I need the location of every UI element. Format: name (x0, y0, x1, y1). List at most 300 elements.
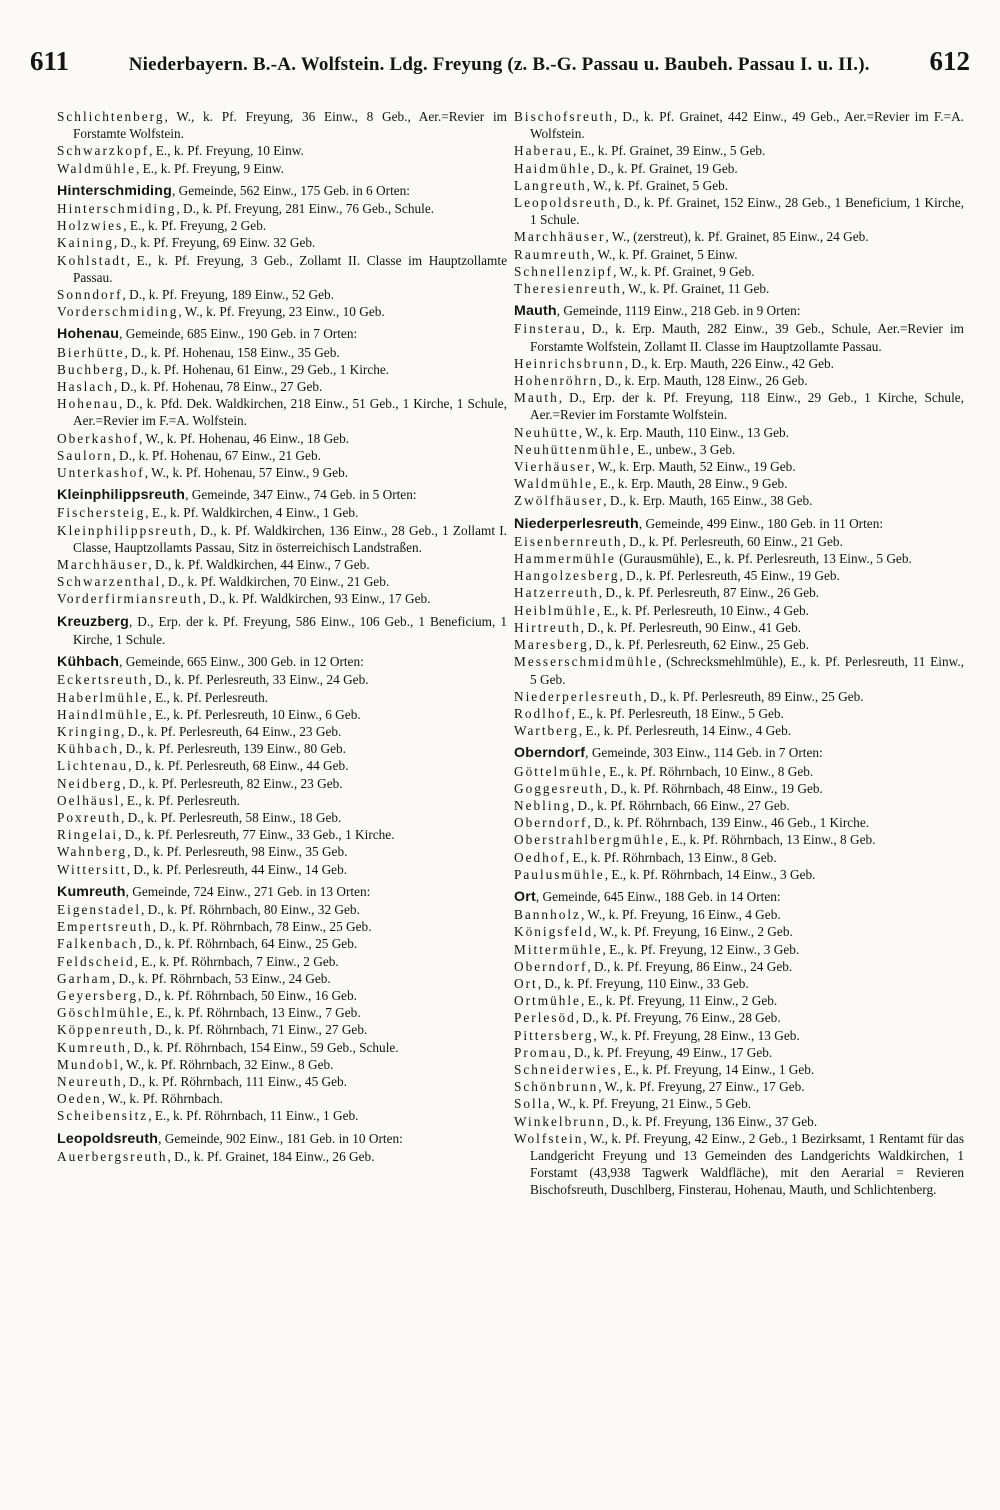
entry-details: , W., k. Pf. Grainet, 9 Geb. (613, 263, 755, 279)
place-name: Goggesreuth (514, 780, 604, 796)
entry-details: , D., k. Pf. Perlesreuth, 139 Einw., 80 Geb. (119, 741, 347, 757)
place-name: Saulorn (57, 447, 113, 463)
place-entry (514, 619, 964, 636)
place-entry (57, 361, 507, 378)
place-entry (514, 160, 964, 177)
place-entry (57, 522, 507, 556)
gemeinde-name: Kumreuth (57, 883, 126, 900)
entry-details: , D., k. Pf. Grainet, 184 Einw., 26 Geb. (167, 1148, 375, 1164)
entry-details: , Gemeinde, 685 Einw., 190 Geb. in 7 Orten: (119, 326, 358, 342)
place-entry (514, 1113, 964, 1130)
entry-details: , D., k. Pf. Freyung, 189 Einw., 52 Geb. (122, 287, 335, 303)
entry-details: , Gemeinde, 562 Einw., 175 Geb. in 6 Orten: (171, 182, 411, 198)
place-name: Geyersberg (57, 987, 139, 1003)
entry-details: , E., k. Erp. Mauth, 28 Einw., 9 Geb. (592, 476, 788, 492)
entry-details: , D., k. Pf. Freyung, 76 Einw., 28 Geb. (575, 1010, 781, 1026)
entry-details: , D., k. Pfd. Dek. Waldkirchen, 218 Einw., 51 Geb., 1 Kirche, 1 Schule, Aer.=Revier im F.=A. Wolfstein. (73, 396, 507, 429)
place-name: Holzwies (57, 218, 124, 234)
place-name: Göschlmühle (57, 1005, 150, 1021)
gemeinde-name: Oberndorf (514, 745, 586, 762)
place-name: Leopoldsreuth (514, 195, 617, 211)
place-name: Hammermühle (514, 551, 616, 567)
place-name: Bischofsreuth (514, 109, 614, 124)
place-entry (57, 303, 507, 320)
place-name: Wahnberg (57, 844, 128, 860)
place-entry (514, 906, 964, 923)
place-name: Schwarzenthal (57, 574, 162, 590)
entry-details: , E., k. Pf. Röhrnbach, 13 Einw., 8 Geb. (565, 849, 777, 865)
place-name: Raumreuth (514, 246, 592, 262)
place-name: Mundobl (57, 1056, 120, 1072)
place-entry (514, 763, 964, 780)
place-entry (57, 792, 507, 809)
entry-details: , D., k. Pf. Waldkirchen, 70 Einw., 21 Geb. (161, 574, 390, 590)
place-entry (57, 775, 507, 792)
place-entry (514, 866, 964, 883)
place-entry (514, 372, 964, 389)
place-name: Heinrichsbrunn (514, 355, 625, 371)
entry-details: , D., k. Pf. Röhrnbach, 80 Einw., 32 Geb. (141, 901, 360, 917)
entry-details: , W., k. Pf. Freyung, 16 Einw., 4 Geb. (580, 907, 781, 923)
place-name: Finsterau (514, 321, 582, 337)
entry-details: , D., k. Pf. Röhrnbach, 66 Einw., 27 Geb. (570, 797, 790, 813)
place-entry (514, 1130, 964, 1199)
place-entry (514, 653, 964, 687)
place-name: Kumreuth (57, 1039, 127, 1055)
place-name: Pittersberg (514, 1027, 594, 1043)
place-entry (57, 1056, 507, 1073)
place-name: Haberau (514, 143, 574, 159)
place-entry (514, 722, 964, 739)
place-name: Ortmühle (514, 993, 581, 1009)
place-entry (57, 970, 507, 987)
place-name: Wolfstein (514, 1130, 584, 1146)
gemeinde-name: Ort (514, 888, 536, 905)
place-entry (57, 901, 507, 918)
place-entry (514, 550, 964, 567)
entry-details: , D., k. Pf. Freyung, 110 Einw., 33 Geb. (537, 975, 749, 991)
right-column (514, 108, 964, 1199)
place-name: Ringelai (57, 827, 119, 843)
entry-details: , E., k. Pf. Röhrnbach, 13 Einw., 8 Geb. (664, 832, 876, 848)
place-entry (57, 740, 507, 757)
entry-details: , E., k. Pf. Perlesreuth. (148, 689, 269, 705)
page-number-right: 612 (929, 46, 970, 76)
place-entry (57, 200, 507, 217)
entry-details: , E., k. Pf. Freyung, 10 Einw. (149, 143, 304, 159)
place-name: Neuhüttenmühle (514, 441, 631, 457)
gemeinde-name: Niederperlesreuth (514, 515, 639, 532)
place-name: Bannholz (514, 907, 581, 923)
place-entry (57, 953, 507, 970)
entry-details: , E., unbew., 3 Geb. (630, 441, 736, 457)
place-name: Vorderfirmiansreuth (57, 591, 203, 607)
entry-details: , D., k. Pf. Röhrnbach, 154 Einw., 59 Geb., Schule. (126, 1039, 399, 1055)
place-name: Oberndorf (514, 958, 588, 974)
place-name: Schwarzkopf (57, 143, 150, 159)
place-name: Unterkashof (57, 465, 145, 481)
place-entry (514, 280, 964, 297)
gemeinde-entry (514, 744, 964, 762)
entry-details: , D., k. Pf. Röhrnbach, 71 Einw., 27 Geb. (148, 1022, 368, 1038)
place-entry (57, 1107, 507, 1124)
place-name: Winkelbrunn (514, 1113, 606, 1129)
place-name: Köppenreuth (57, 1022, 149, 1038)
place-entry (514, 1044, 964, 1061)
entry-details: , E., k. Pf. Freyung, 3 Geb., Zollamt II. Classe im Hauptzollamte Passau. (73, 252, 507, 285)
place-entry (57, 108, 507, 142)
place-entry (57, 286, 507, 303)
place-name: Oberstrahlbergmühle (514, 832, 665, 848)
entry-details: , E., k. Pf. Perlesreuth, 14 Einw., 4 Geb. (578, 723, 792, 739)
place-entry (57, 987, 507, 1004)
gemeinde-entry (57, 1130, 507, 1148)
place-entry (514, 194, 964, 228)
gemeinde-name: Kleinphilippsreuth (57, 487, 186, 504)
place-entry (57, 573, 507, 590)
place-entry (57, 447, 507, 464)
place-name: Rodlhof (514, 705, 572, 721)
entry-details: , D., k. Pf. Waldkirchen, 136 Einw., 28 Geb., 1 Zollamt I. Classe, Hauptzollamts Passau, Sitz in österreichisch Landstraßen. (73, 522, 507, 555)
entry-details: , W., k. Pf. Freyung, 27 Einw., 17 Geb. (598, 1079, 805, 1095)
entry-details: , D., k. Pf. Perlesreuth, 33 Einw., 24 Geb. (148, 672, 369, 688)
place-name: Auerbergsreuth (57, 1148, 168, 1164)
page-number-left: 611 (30, 46, 70, 76)
place-entry (57, 1004, 507, 1021)
place-name: Waldmühle (57, 160, 136, 176)
place-entry (57, 1148, 507, 1165)
place-name: Messerschmidmühle (514, 654, 659, 670)
place-name: Bierhütte (57, 344, 125, 360)
entry-details: , E., k. Pf. Röhrnbach, 10 Einw., 8 Geb. (602, 763, 814, 779)
entry-details: , W., k. Pf. Freyung, 21 Einw., 5 Geb. (551, 1096, 752, 1112)
place-entry (57, 1073, 507, 1090)
place-name: Kringing (57, 723, 122, 739)
entry-details: , D., k. Erp. Mauth, 282 Einw., 39 Geb., Schule, Aer.=Revier im Forstamte Wolfstein, Zollamt II. Classe im Hauptzollamte Passau. (530, 321, 964, 354)
entry-details: , E., k. Pf. Waldkirchen, 4 Einw., 1 Geb. (145, 505, 359, 521)
entry-details: , D., k. Pf. Perlesreuth, 62 Einw., 25 Geb. (588, 637, 809, 653)
place-entry (57, 918, 507, 935)
place-entry (514, 958, 964, 975)
place-name: Göttelmühle (514, 763, 603, 779)
place-entry (514, 941, 964, 958)
entry-details: , E., k. Pf. Röhrnbach, 11 Einw., 1 Geb. (148, 1108, 359, 1124)
place-entry (514, 849, 964, 866)
place-name: Empertsreuth (57, 919, 153, 935)
entry-details: , Gemeinde, 645 Einw., 188 Geb. in 14 Orten: (535, 888, 781, 904)
entry-details: , Gemeinde, 499 Einw., 180 Geb. in 11 Orten: (638, 515, 884, 531)
gemeinde-entry (514, 888, 964, 906)
left-column (57, 108, 507, 1165)
entry-details: , E., k. Pf. Perlesreuth, 10 Einw., 6 Geb. (148, 706, 361, 722)
entry-details: , W., (zerstreut), k. Pf. Grainet, 85 Einw., 24 Geb. (605, 229, 869, 245)
gemeinde-entry (514, 302, 964, 320)
entry-details: , D., k. Pf. Perlesreuth, 45 Einw., 19 Geb. (619, 568, 840, 584)
place-name: Hirtreuth (514, 619, 581, 635)
place-entry (57, 689, 507, 706)
place-entry (514, 142, 964, 159)
place-entry (514, 320, 964, 354)
place-entry (57, 160, 507, 177)
place-name: Haberlmühle (57, 689, 149, 705)
entry-details: , D., k. Pf. Hohenau, 61 Einw., 29 Geb., 1 Kirche. (124, 361, 390, 377)
entry-details: , D., k. Pf. Perlesreuth, 89 Einw., 25 Geb. (643, 688, 864, 704)
gemeinde-entry (57, 883, 507, 901)
place-entry (57, 395, 507, 429)
entry-details: , D., k. Pf. Perlesreuth, 64 Einw., 23 Geb. (121, 723, 342, 739)
place-entry (514, 1095, 964, 1112)
place-name: Perlesöd (514, 1010, 576, 1026)
place-name: Solla (514, 1096, 552, 1112)
place-name: Neidberg (57, 775, 123, 791)
entry-details: , Gemeinde, 347 Einw., 74 Geb. in 5 Orten: (185, 487, 417, 503)
entry-details: , D., k. Pf. Hohenau, 78 Einw., 27 Geb. (113, 379, 323, 395)
entry-details: , D., k. Pf. Perlesreuth, 82 Einw., 23 Geb. (122, 775, 343, 791)
place-name: Oberkashof (57, 430, 140, 446)
entry-details: , D., k. Pf. Perlesreuth, 98 Einw., 35 Geb. (127, 844, 348, 860)
entry-details: , W., k. Erp. Mauth, 52 Einw., 19 Geb. (591, 459, 796, 475)
entry-details: , D., k. Pf. Perlesreuth, 77 Einw., 33 Geb., 1 Kirche. (118, 827, 395, 843)
place-name: Eigenstadel (57, 901, 142, 917)
gemeinde-entry (57, 613, 507, 648)
place-name: Hatzerreuth (514, 585, 599, 601)
place-name: Marchhäuser (57, 557, 149, 573)
gemeinde-name: Kreuzberg (57, 613, 129, 630)
place-entry (57, 142, 507, 159)
place-entry (514, 389, 964, 423)
place-name: Oelhäusl (57, 792, 121, 808)
place-name: Haslach (57, 379, 114, 395)
place-name: Promau (514, 1044, 568, 1060)
place-name: Garham (57, 970, 112, 986)
place-entry (57, 430, 507, 447)
place-entry (57, 723, 507, 740)
entry-details: , W., k. Pf. Freyung, 16 Einw., 2 Geb. (593, 924, 793, 940)
place-name: Sonndorf (57, 287, 123, 303)
place-name: Niederperlesreuth (514, 688, 644, 704)
entry-details: , D., k. Pf. Freyung, 281 Einw., 76 Geb., Schule. (176, 201, 435, 217)
entry-details: , D., k. Pf. Hohenau, 67 Einw., 21 Geb. (112, 447, 321, 463)
place-name: Mauth (514, 390, 559, 406)
place-entry (514, 584, 964, 601)
entry-details: , D., k. Pf. Röhrnbach, 64 Einw., 25 Geb. (138, 936, 358, 952)
place-entry (57, 843, 507, 860)
entry-details: , D., k. Pf. Perlesreuth, 87 Einw., 26 Geb. (598, 585, 820, 601)
place-name: Wartberg (514, 723, 579, 739)
place-entry (514, 492, 964, 509)
entry-details: , D., k. Erp. Mauth, 128 Einw., 26 Geb. (598, 373, 808, 389)
place-name: Langreuth (514, 177, 587, 193)
entry-details: , D., k. Pf. Freyung, 69 Einw. 32 Geb. (113, 235, 316, 251)
entry-details: (Gurausmühle), E., k. Pf. Perlesreuth, 13 Einw., 5 Geb. (615, 551, 912, 567)
place-name: Lichtenau (57, 758, 129, 774)
place-entry (514, 424, 964, 441)
entry-details: , W., k. Pf. Hohenau, 57 Einw., 9 Geb. (144, 465, 349, 481)
place-entry (514, 1027, 964, 1044)
gemeinde-name: Leopoldsreuth (57, 1130, 159, 1147)
gemeinde-name: Mauth (514, 303, 557, 320)
place-name: Eckertsreuth (57, 672, 149, 688)
place-name: Schneiderwies (514, 1061, 618, 1077)
place-entry (57, 757, 507, 774)
entry-details: , D., k. Pf. Röhrnbach, 139 Einw., 46 Geb., 1 Kirche. (587, 815, 870, 831)
place-entry (57, 378, 507, 395)
entry-details: , D., Erp. der k. Pf. Freyung, 586 Einw., 106 Geb., 1 Beneficium, 1 Kirche, 1 Schule. (73, 613, 507, 647)
entry-details: , D., k. Pf. Grainet, 152 Einw., 28 Geb., 1 Beneficium, 1 Kirche, 1 Schule. (530, 195, 964, 228)
place-name: Königsfeld (514, 924, 594, 940)
entry-details: , D., Erp. der k. Pf. Freyung, 118 Einw., 29 Geb., 1 Kirche, Schule, Aer.=Revier im Forstamte Wolfstein. (530, 390, 964, 423)
place-entry (514, 1061, 964, 1078)
entry-details: , D., k. Pf. Grainet, 442 Einw., 49 Geb., Aer.=Revier im F.=A. Wolfstein. (530, 109, 964, 142)
entry-details: , D., k. Erp. Mauth, 226 Einw., 42 Geb. (624, 355, 834, 371)
entry-details: , W., k. Pf. Freyung, 42 Einw., 2 Geb., 1 Bezirksamt, 1 Rentamt für das Landgericht Freyung und 13 Gemeinden des Landgerichts Waldkirchen, 1 Forstamt (43,938 Tagwerk Waldfläche), mit den Aerarial = Revieren Bischofsreuth, Duschlberg, Finsterau, Hohenau, Mauth, und Schlichtenberg. (530, 1130, 964, 1198)
place-entry (57, 706, 507, 723)
entry-details: , W., k. Pf. Röhrnbach, 32 Einw., 8 Geb. (119, 1056, 334, 1072)
place-name: Wittersitt (57, 861, 127, 877)
place-name: Ort (514, 975, 538, 991)
entry-details: , Gemeinde, 303 Einw., 114 Geb. in 7 Orten: (585, 745, 823, 761)
entry-details: , D., k. Pf. Perlesreuth, 60 Einw., 21 Geb. (622, 533, 843, 549)
gemeinde-entry (514, 515, 964, 533)
place-name: Neureuth (57, 1073, 123, 1089)
place-entry (514, 533, 964, 550)
entry-details: , E., k. Pf. Perlesreuth, 18 Einw., 5 Geb. (571, 705, 784, 721)
place-entry (514, 458, 964, 475)
entry-details: , Gemeinde, 1119 Einw., 218 Geb. in 9 Orten: (556, 303, 801, 319)
place-entry (57, 464, 507, 481)
entry-details: , E., k. Pf. Perlesreuth. (120, 792, 240, 808)
place-name: Neuhütte (514, 424, 579, 440)
entry-details: , D., k. Pf. Perlesreuth, 58 Einw., 18 Geb. (121, 809, 342, 825)
entry-details: , D., k. Pf. Perlesreuth, 68 Einw., 44 Geb. (128, 758, 349, 774)
place-name: Hangolzesberg (514, 568, 620, 584)
place-entry (514, 992, 964, 1009)
place-entry (514, 246, 964, 263)
place-entry (57, 234, 507, 251)
place-entry (57, 1021, 507, 1038)
place-name: Eisenbernreuth (514, 533, 623, 549)
place-name: Kühbach (57, 741, 119, 757)
entry-details: , E., k. Pf. Röhrnbach, 13 Einw., 7 Geb. (149, 1005, 361, 1021)
place-name: Fischersteig (57, 505, 146, 521)
gemeinde-entry (57, 325, 507, 343)
place-entry (57, 590, 507, 607)
entry-details: , W., k. Pf. Grainet, 11 Geb. (621, 281, 770, 297)
place-entry (57, 1090, 507, 1107)
place-entry (57, 861, 507, 878)
entry-details: , W., k. Pf. Hohenau, 46 Einw., 18 Geb. (139, 430, 350, 446)
place-entry (514, 1078, 964, 1095)
entry-details: , D., k. Erp. Mauth, 165 Einw., 38 Geb. (603, 493, 813, 509)
place-name: Poxreuth (57, 809, 122, 825)
place-entry (514, 831, 964, 848)
entry-details: , E., k. Pf. Freyung, 9 Einw. (135, 160, 284, 176)
place-name: Paulusmühle (514, 866, 605, 882)
entry-details: , E., k. Pf. Freyung, 12 Einw., 3 Geb. (602, 941, 800, 957)
page-header (30, 46, 970, 86)
place-name: Falkenbach (57, 936, 139, 952)
place-name: Maresberg (514, 637, 589, 653)
entry-details: , W., k. Erp. Mauth, 110 Einw., 13 Geb. (578, 424, 790, 440)
gemeinde-name: Hinterschmiding (57, 182, 172, 199)
entry-details: , W., k. Pf. Grainet, 5 Einw. (591, 246, 738, 262)
entry-details: , E., k. Pf. Freyung, 11 Einw., 2 Geb. (580, 993, 778, 1009)
place-name: Marchhäuser (514, 229, 606, 245)
place-entry (514, 228, 964, 245)
entry-details: , D., k. Pf. Röhrnbach, 53 Einw., 24 Geb. (111, 970, 331, 986)
place-name: Schlichtenberg (57, 109, 165, 124)
place-entry (57, 556, 507, 573)
place-name: Kleinphilippsreuth (57, 522, 193, 538)
entry-details: , D., k. Pf. Waldkirchen, 93 Einw., 17 Geb. (202, 591, 431, 607)
entry-details: , E., k. Pf. Perlesreuth, 10 Einw., 4 Geb. (596, 602, 810, 618)
entry-details: , W., k. Pf. Freyung, 28 Einw., 13 Geb. (593, 1027, 800, 1043)
entry-details: , D., k. Pf. Perlesreuth, 44 Einw., 14 Geb. (126, 861, 348, 877)
gemeinde-entry (57, 182, 507, 200)
gemeinde-name: Kühbach (57, 654, 120, 671)
place-entry (514, 1009, 964, 1026)
place-name: Nebling (514, 797, 571, 813)
place-entry (57, 252, 507, 286)
entry-details: , W., k. Pf. Freyung, 23 Einw., 10 Geb. (178, 304, 385, 320)
place-name: Haindlmühle (57, 706, 149, 722)
place-name: Vorderschmiding (57, 304, 179, 320)
entry-details: , D., k. Pf. Hohenau, 158 Einw., 35 Geb. (124, 344, 340, 360)
gemeinde-entry (57, 486, 507, 504)
place-entry (57, 809, 507, 826)
place-entry (514, 780, 964, 797)
entry-details: , D., k. Pf. Waldkirchen, 44 Einw., 7 Geb. (148, 557, 370, 573)
entry-details: , D., k. Pf. Röhrnbach, 111 Einw., 45 Geb. (122, 1073, 348, 1089)
entry-details: , D., k. Pf. Freyung, 86 Einw., 24 Geb. (587, 958, 793, 974)
entry-details: , D., k. Pf. Perlesreuth, 90 Einw., 41 Geb. (580, 619, 802, 635)
place-entry (57, 1039, 507, 1056)
entry-details: , W., k. Pf. Grainet, 5 Geb. (586, 177, 729, 193)
place-entry (514, 602, 964, 619)
place-name: Buchberg (57, 361, 125, 377)
place-entry (57, 826, 507, 843)
place-name: Schnellenzipf (514, 263, 614, 279)
place-entry (514, 923, 964, 940)
entry-details: , Gemeinde, 665 Einw., 300 Geb. in 12 Orten: (119, 654, 364, 670)
entry-details: , D., k. Pf. Grainet, 19 Geb. (591, 160, 738, 176)
entry-details: , D., k. Pf. Freyung, 136 Einw., 37 Geb. (605, 1113, 818, 1129)
place-entry (514, 688, 964, 705)
entry-details: , E., k. Pf. Freyung, 14 Einw., 1 Geb. (617, 1061, 815, 1077)
place-entry (57, 344, 507, 361)
entry-details: , D., k. Pf. Röhrnbach, 48 Einw., 19 Geb. (603, 780, 823, 796)
place-name: Hinterschmiding (57, 201, 177, 217)
entry-details: , (Schrecksmehlmühle), E., k. Pf. Perlesreuth, 11 Einw., 5 Geb. (530, 654, 964, 687)
place-name: Feldscheid (57, 953, 135, 969)
place-name: Schönbrunn (514, 1079, 599, 1095)
place-name: Oedhof (514, 849, 566, 865)
place-name: Hohenau (57, 396, 119, 412)
place-entry (514, 975, 964, 992)
place-entry (514, 814, 964, 831)
entry-details: , E., k. Pf. Röhrnbach, 7 Einw., 2 Geb. (134, 953, 339, 969)
gemeinde-entry (57, 653, 507, 671)
entry-details: , W., k. Pf. Röhrnbach. (101, 1091, 223, 1107)
place-entry (514, 636, 964, 653)
entry-details: , D., k. Pf. Röhrnbach, 78 Einw., 25 Geb. (152, 919, 372, 935)
place-name: Zwölfhäuser (514, 493, 604, 509)
place-entry (514, 177, 964, 194)
entry-details: , D., k. Pf. Freyung, 49 Einw., 17 Geb. (567, 1044, 773, 1060)
place-entry (514, 705, 964, 722)
place-name: Heiblmühle (514, 602, 597, 618)
entry-details: , E., k. Pf. Freyung, 2 Geb. (123, 218, 267, 234)
